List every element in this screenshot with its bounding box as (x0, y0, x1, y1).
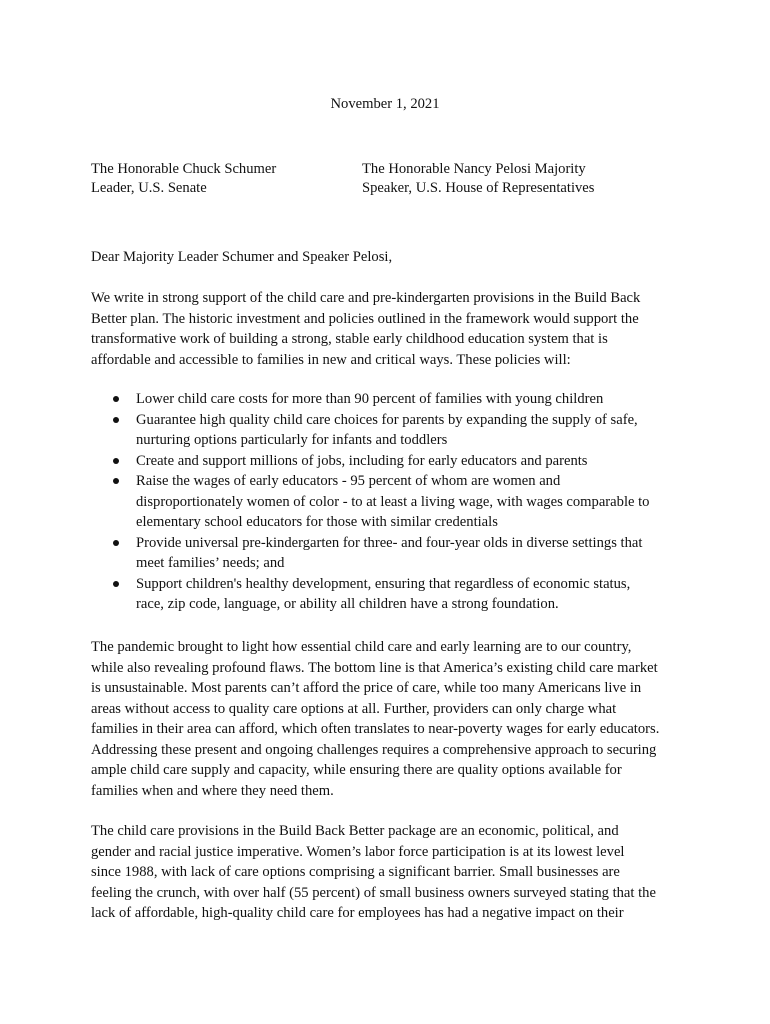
recipient-senate (91, 160, 276, 198)
paragraph-line: gender and racial justice imperative. Women’s labor force participation is at its lowest level (91, 843, 625, 860)
paragraph-line: families when and where they need them. (91, 782, 334, 799)
recipient-house (362, 160, 594, 198)
bullet-icon (113, 458, 119, 464)
paragraph-line: lack of affordable, high-quality child care for employees has had a negative impact on their (91, 905, 624, 921)
list-item (91, 533, 649, 574)
list-item-line: meet families’ needs; and (136, 555, 285, 571)
list-item-line: Support children's healthy development, ensuring that regardless of economic status, (136, 575, 631, 592)
list-item (91, 389, 649, 410)
list-item (91, 451, 649, 472)
bullet-icon (113, 540, 119, 546)
recipient-line: The Honorable Nancy Pelosi Majority (362, 161, 586, 177)
paragraph-line: while also revealing profound flaws. The bottom line is that America’s existing child care market (91, 659, 658, 676)
list-item-line: Create and support millions of jobs, including for early educators and parents (136, 452, 588, 469)
bullet-icon (113, 478, 119, 484)
salutation: Dear Majority Leader Schumer and Speaker Pelosi, (91, 249, 393, 265)
list-item-line: race, zip code, language, or ability all children have a strong foundation. (136, 596, 559, 612)
bullet-icon (113, 417, 119, 423)
paragraph-line: is unsustainable. Most parents can’t afford the price of care, while too many Americans live in (91, 680, 642, 696)
list-item-line: disproportionately women of color - to at least a living wage, with wages comparable to (136, 493, 650, 510)
paragraph-line: affordable and accessible to families in new and critical ways. These policies will: (91, 351, 571, 368)
paragraph-line: Better plan. The historic investment and policies outlined in the framework would support the (91, 310, 639, 327)
intro-paragraph (91, 288, 691, 370)
list-item-line: Lower child care costs for more than 90 percent of families with young children (136, 391, 604, 407)
provisions-paragraph (91, 821, 691, 924)
paragraph-line: transformative work of building a strong, stable early childhood education system that is (91, 331, 608, 347)
list-item-line: nurturing options particularly for infants and toddlers (136, 432, 448, 448)
list-item-line: elementary school educators for those with similar credentials (136, 514, 498, 530)
paragraph-line: families in their area can afford, which often translates to near-poverty wages for early educators. (91, 721, 660, 737)
paragraph-line: ample child care supply and capacity, while ensuring there are quality options available for (91, 762, 622, 778)
list-item (91, 410, 649, 451)
bullet-icon (113, 581, 119, 587)
paragraph-line: We write in strong support of the child care and pre-kindergarten provisions in the Build Back (91, 290, 641, 306)
pandemic-paragraph (91, 637, 691, 801)
list-item-line: Guarantee high quality child care choices for parents by expanding the supply of safe, (136, 411, 638, 428)
paragraph-line: Addressing these present and ongoing challenges requires a comprehensive approach to securing (91, 741, 657, 758)
list-item (91, 574, 649, 615)
recipient-line: Speaker, U.S. House of Representatives (362, 180, 595, 196)
list-item-line: Provide universal pre-kindergarten for three- and four-year olds in diverse settings that (136, 534, 643, 551)
letter-date: November 1, 2021 (330, 96, 440, 112)
policy-list (91, 389, 649, 615)
paragraph-line: The pandemic brought to light how essential child care and early learning are to our country, (91, 639, 632, 655)
recipient-line: The Honorable Chuck Schumer (91, 161, 277, 177)
bullet-icon (113, 396, 119, 402)
paragraph-line: areas without access to quality care options at all. Further, providers can only charge what (91, 700, 617, 717)
list-item-line: Raise the wages of early educators - 95 percent of whom are women and (136, 473, 561, 489)
paragraph-line: feeling the crunch, with over half (55 percent) of small business owners surveyed stating that the (91, 884, 656, 901)
paragraph-line: since 1988, with lack of care options comprising a significant barrier. Small businesses are (91, 864, 620, 880)
list-item (91, 471, 649, 533)
recipient-line: Leader, U.S. Senate (91, 180, 207, 196)
paragraph-line: The child care provisions in the Build Back Better package are an economic, political, and (91, 823, 619, 839)
